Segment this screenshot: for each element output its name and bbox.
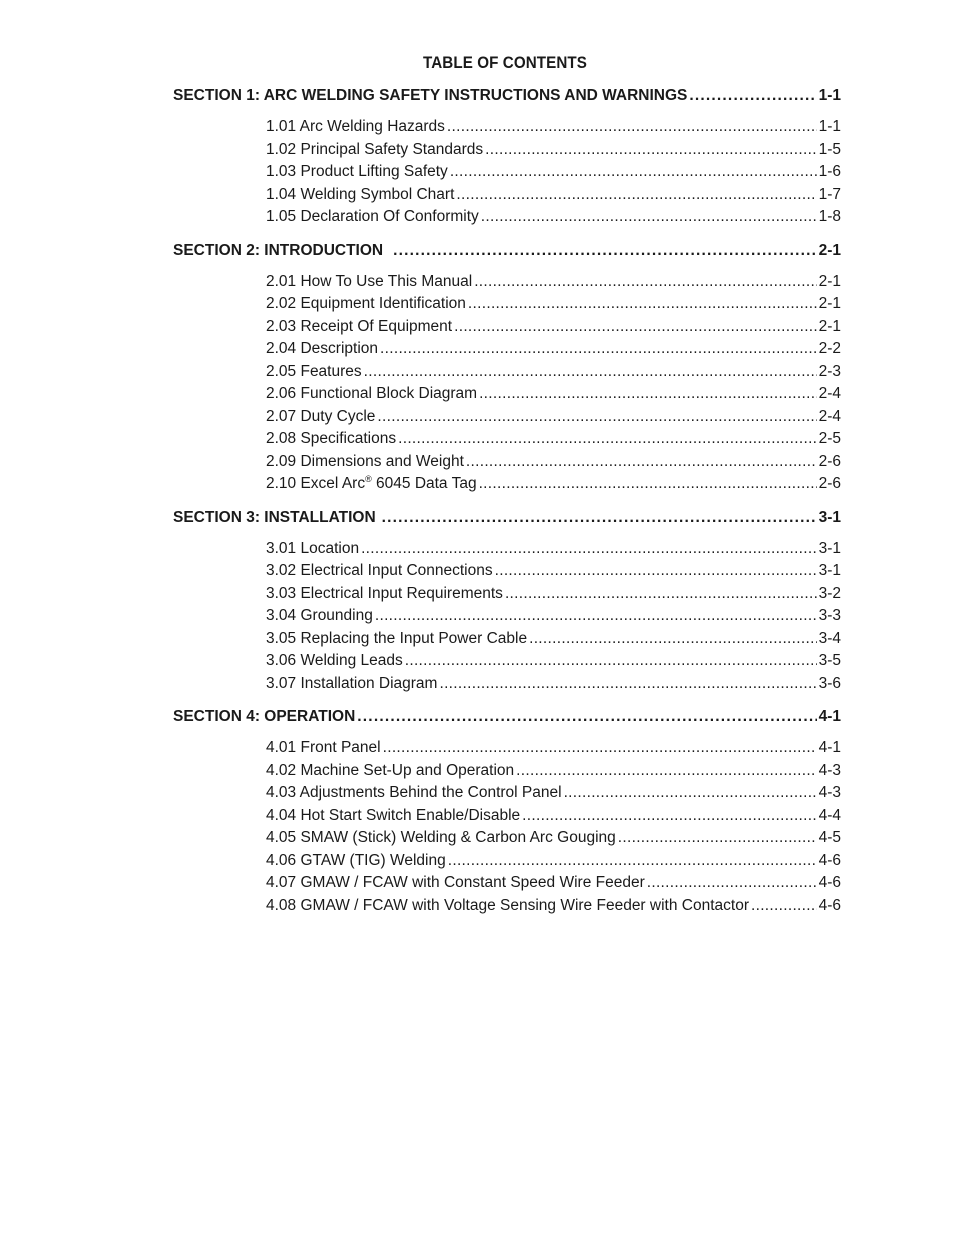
dot-leader xyxy=(516,760,816,783)
page-number: 1-6 xyxy=(818,163,841,180)
section-title: SECTION 4: OPERATION xyxy=(173,708,356,725)
dot-leader xyxy=(564,782,817,805)
toc-section-4 xyxy=(173,705,841,917)
dot-leader xyxy=(383,737,817,760)
page-number: 3-5 xyxy=(818,652,841,669)
dot-leader xyxy=(505,583,817,606)
section-title: SECTION 2: INTRODUCTION xyxy=(173,241,384,259)
page-number: 2-1 xyxy=(818,241,841,259)
toc-entries xyxy=(266,737,841,917)
entry-title: 2.02 Equipment Identification xyxy=(266,295,466,312)
page-number: 3-3 xyxy=(818,607,841,624)
dot-leader xyxy=(380,338,817,361)
entry-title: 4.04 Hot Start Switch Enable/Disable xyxy=(266,806,521,824)
page-number: 4-1 xyxy=(818,739,841,756)
dot-leader xyxy=(468,293,817,316)
entry-title: 4.01 Front Panel xyxy=(266,739,381,756)
page-number: 4-1 xyxy=(818,708,841,725)
entry-title: 2.06 Functional Block Diagram xyxy=(266,385,478,402)
dot-leader xyxy=(377,406,816,429)
dot-leader xyxy=(479,473,817,496)
toc-entry[interactable] xyxy=(266,872,841,895)
page-number: 2-6 xyxy=(818,452,841,470)
toc-entry[interactable] xyxy=(266,161,841,184)
toc-entry[interactable] xyxy=(266,737,841,760)
page-number: 4-6 xyxy=(818,896,841,914)
page-number: 3-1 xyxy=(818,562,841,579)
toc-section-heading[interactable] xyxy=(173,239,841,262)
toc-section-heading[interactable] xyxy=(173,705,841,728)
entry-title: 3.01 Location xyxy=(266,539,360,557)
toc-entry[interactable] xyxy=(266,782,841,805)
toc-section-1 xyxy=(173,84,841,229)
dot-leader xyxy=(393,239,816,262)
page-number: 2-6 xyxy=(818,475,841,492)
entry-title: 2.08 Specifications xyxy=(266,430,397,447)
registered-mark: ® xyxy=(365,473,372,484)
dot-leader xyxy=(495,560,817,583)
page-number: 3-1 xyxy=(818,508,841,526)
entry-title: 3.04 Grounding xyxy=(266,607,373,624)
toc-entry[interactable] xyxy=(266,673,841,696)
page-number: 1-1 xyxy=(818,118,841,135)
toc-entry[interactable] xyxy=(266,184,841,207)
dot-leader xyxy=(439,673,816,696)
toc-entry[interactable] xyxy=(266,116,841,139)
entry-title: 4.05 SMAW (Stick) Welding & Carbon Arc Gouging xyxy=(266,829,616,846)
entry-title: 3.07 Installation Diagram xyxy=(266,674,438,692)
toc-entry[interactable] xyxy=(266,650,841,673)
toc-entry[interactable] xyxy=(266,139,841,162)
entry-title-rest: 6045 Data Tag xyxy=(371,475,477,492)
toc-entry[interactable] xyxy=(266,805,841,828)
entry-title: 3.05 Replacing the Input Power Cable xyxy=(266,629,528,647)
toc-entry[interactable] xyxy=(266,605,841,628)
dot-leader xyxy=(375,605,817,628)
entry-title: 1.01 Arc Welding Hazards xyxy=(266,118,445,135)
page-number: 2-3 xyxy=(818,362,841,380)
table-of-contents xyxy=(173,84,841,927)
toc-entries xyxy=(266,116,841,229)
toc-entry[interactable] xyxy=(266,271,841,294)
dot-leader xyxy=(481,206,817,229)
toc-entry[interactable] xyxy=(266,206,841,229)
entry-title: 4.03 Adjustments Behind the Control Panel xyxy=(266,784,562,801)
entry-title: 2.05 Features xyxy=(266,362,362,380)
toc-entry[interactable] xyxy=(266,383,841,406)
page-number: 2-2 xyxy=(818,340,841,357)
page-number: 3-2 xyxy=(818,584,841,602)
dot-leader xyxy=(479,383,817,406)
toc-section-2 xyxy=(173,239,841,496)
toc-entries xyxy=(266,271,841,496)
entry-title: 4.08 GMAW / FCAW with Voltage Sensing Wire Feeder with Contactor xyxy=(266,896,749,914)
entry-title-main: 2.10 Excel Arc xyxy=(266,475,366,492)
page-number: 1-1 xyxy=(818,87,841,104)
entry-title: 3.03 Electrical Input Requirements xyxy=(266,584,503,602)
dot-leader xyxy=(405,650,817,673)
toc-entry[interactable] xyxy=(266,428,841,451)
page-number: 3-1 xyxy=(818,539,841,557)
toc-entry[interactable] xyxy=(266,560,841,583)
dot-leader xyxy=(474,271,816,294)
dot-leader xyxy=(485,139,816,162)
toc-entry[interactable] xyxy=(266,361,841,384)
toc-entry[interactable] xyxy=(266,338,841,361)
toc-entry[interactable] xyxy=(266,473,841,496)
entry-title: 3.06 Welding Leads xyxy=(266,652,403,669)
entry-title: 1.03 Product Lifting Safety xyxy=(266,163,448,180)
dot-leader xyxy=(647,872,817,895)
toc-entry[interactable] xyxy=(266,293,841,316)
page-number: 4-6 xyxy=(818,874,841,891)
entry-title: 4.06 GTAW (TIG) Welding xyxy=(266,851,446,869)
toc-entry[interactable] xyxy=(266,760,841,783)
dot-leader xyxy=(466,451,817,474)
entry-title: 2.09 Dimensions and Weight xyxy=(266,452,464,470)
page-number: 4-4 xyxy=(818,806,841,824)
entry-title xyxy=(266,473,477,496)
page-number: 4-3 xyxy=(818,784,841,801)
page-title: TABLE OF CONTENTS xyxy=(422,54,588,72)
page-number: 2-1 xyxy=(818,295,841,312)
dot-leader xyxy=(529,628,817,651)
toc-entries xyxy=(266,538,841,696)
toc-section-heading[interactable] xyxy=(173,506,841,529)
dot-leader xyxy=(751,895,817,918)
page-number: 2-5 xyxy=(818,430,841,447)
dot-leader xyxy=(364,361,817,384)
page-number: 4-6 xyxy=(818,851,841,869)
toc-entry[interactable] xyxy=(266,451,841,474)
dot-leader xyxy=(448,850,817,873)
toc-entry[interactable] xyxy=(266,895,841,918)
dot-leader xyxy=(357,705,816,728)
page-number: 2-1 xyxy=(818,317,841,335)
dot-leader xyxy=(398,428,816,451)
page-number: 2-1 xyxy=(818,272,841,290)
toc-entry[interactable] xyxy=(266,583,841,606)
entry-title: 2.04 Description xyxy=(266,340,379,357)
entry-title: 1.04 Welding Symbol Chart xyxy=(266,185,455,203)
dot-leader xyxy=(618,827,817,850)
dot-leader xyxy=(447,116,817,139)
section-title: SECTION 1: ARC WELDING SAFETY INSTRUCTIONS AND WARNINGS xyxy=(173,87,688,104)
toc-entry[interactable] xyxy=(266,850,841,873)
dot-leader xyxy=(522,805,816,828)
toc-entry[interactable] xyxy=(266,316,841,339)
toc-section-heading[interactable] xyxy=(173,84,841,107)
page-number: 1-8 xyxy=(818,208,841,225)
toc-entry[interactable] xyxy=(266,628,841,651)
entry-title: 4.07 GMAW / FCAW with Constant Speed Wire Feeder xyxy=(266,874,645,891)
toc-entry[interactable] xyxy=(266,406,841,429)
entry-title: 2.01 How To Use This Manual xyxy=(266,272,473,290)
entry-title: 2.03 Receipt Of Equipment xyxy=(266,317,453,335)
toc-section-3 xyxy=(173,506,841,696)
page-number: 1-5 xyxy=(818,140,841,158)
entry-title: 2.07 Duty Cycle xyxy=(266,407,376,425)
page-number: 3-6 xyxy=(818,674,841,692)
dot-leader xyxy=(382,506,817,529)
page-number: 4-5 xyxy=(818,829,841,846)
entry-title: 1.05 Declaration Of Conformity xyxy=(266,208,479,225)
page-number: 2-4 xyxy=(818,385,841,402)
dot-leader xyxy=(450,161,817,184)
dot-leader xyxy=(456,184,816,207)
dot-leader xyxy=(689,84,816,107)
page-number: 3-4 xyxy=(818,629,841,647)
section-title: SECTION 3: INSTALLATION xyxy=(173,508,376,526)
page-number: 1-7 xyxy=(818,185,841,203)
entry-title: 3.02 Electrical Input Connections xyxy=(266,562,493,579)
page-number: 2-4 xyxy=(818,407,841,425)
dot-leader xyxy=(454,316,816,339)
entry-title: 4.02 Machine Set-Up and Operation xyxy=(266,761,515,779)
page-number: 4-3 xyxy=(818,761,841,779)
dot-leader xyxy=(361,538,817,561)
toc-entry[interactable] xyxy=(266,538,841,561)
entry-title: 1.02 Principal Safety Standards xyxy=(266,140,484,158)
toc-entry[interactable] xyxy=(266,827,841,850)
